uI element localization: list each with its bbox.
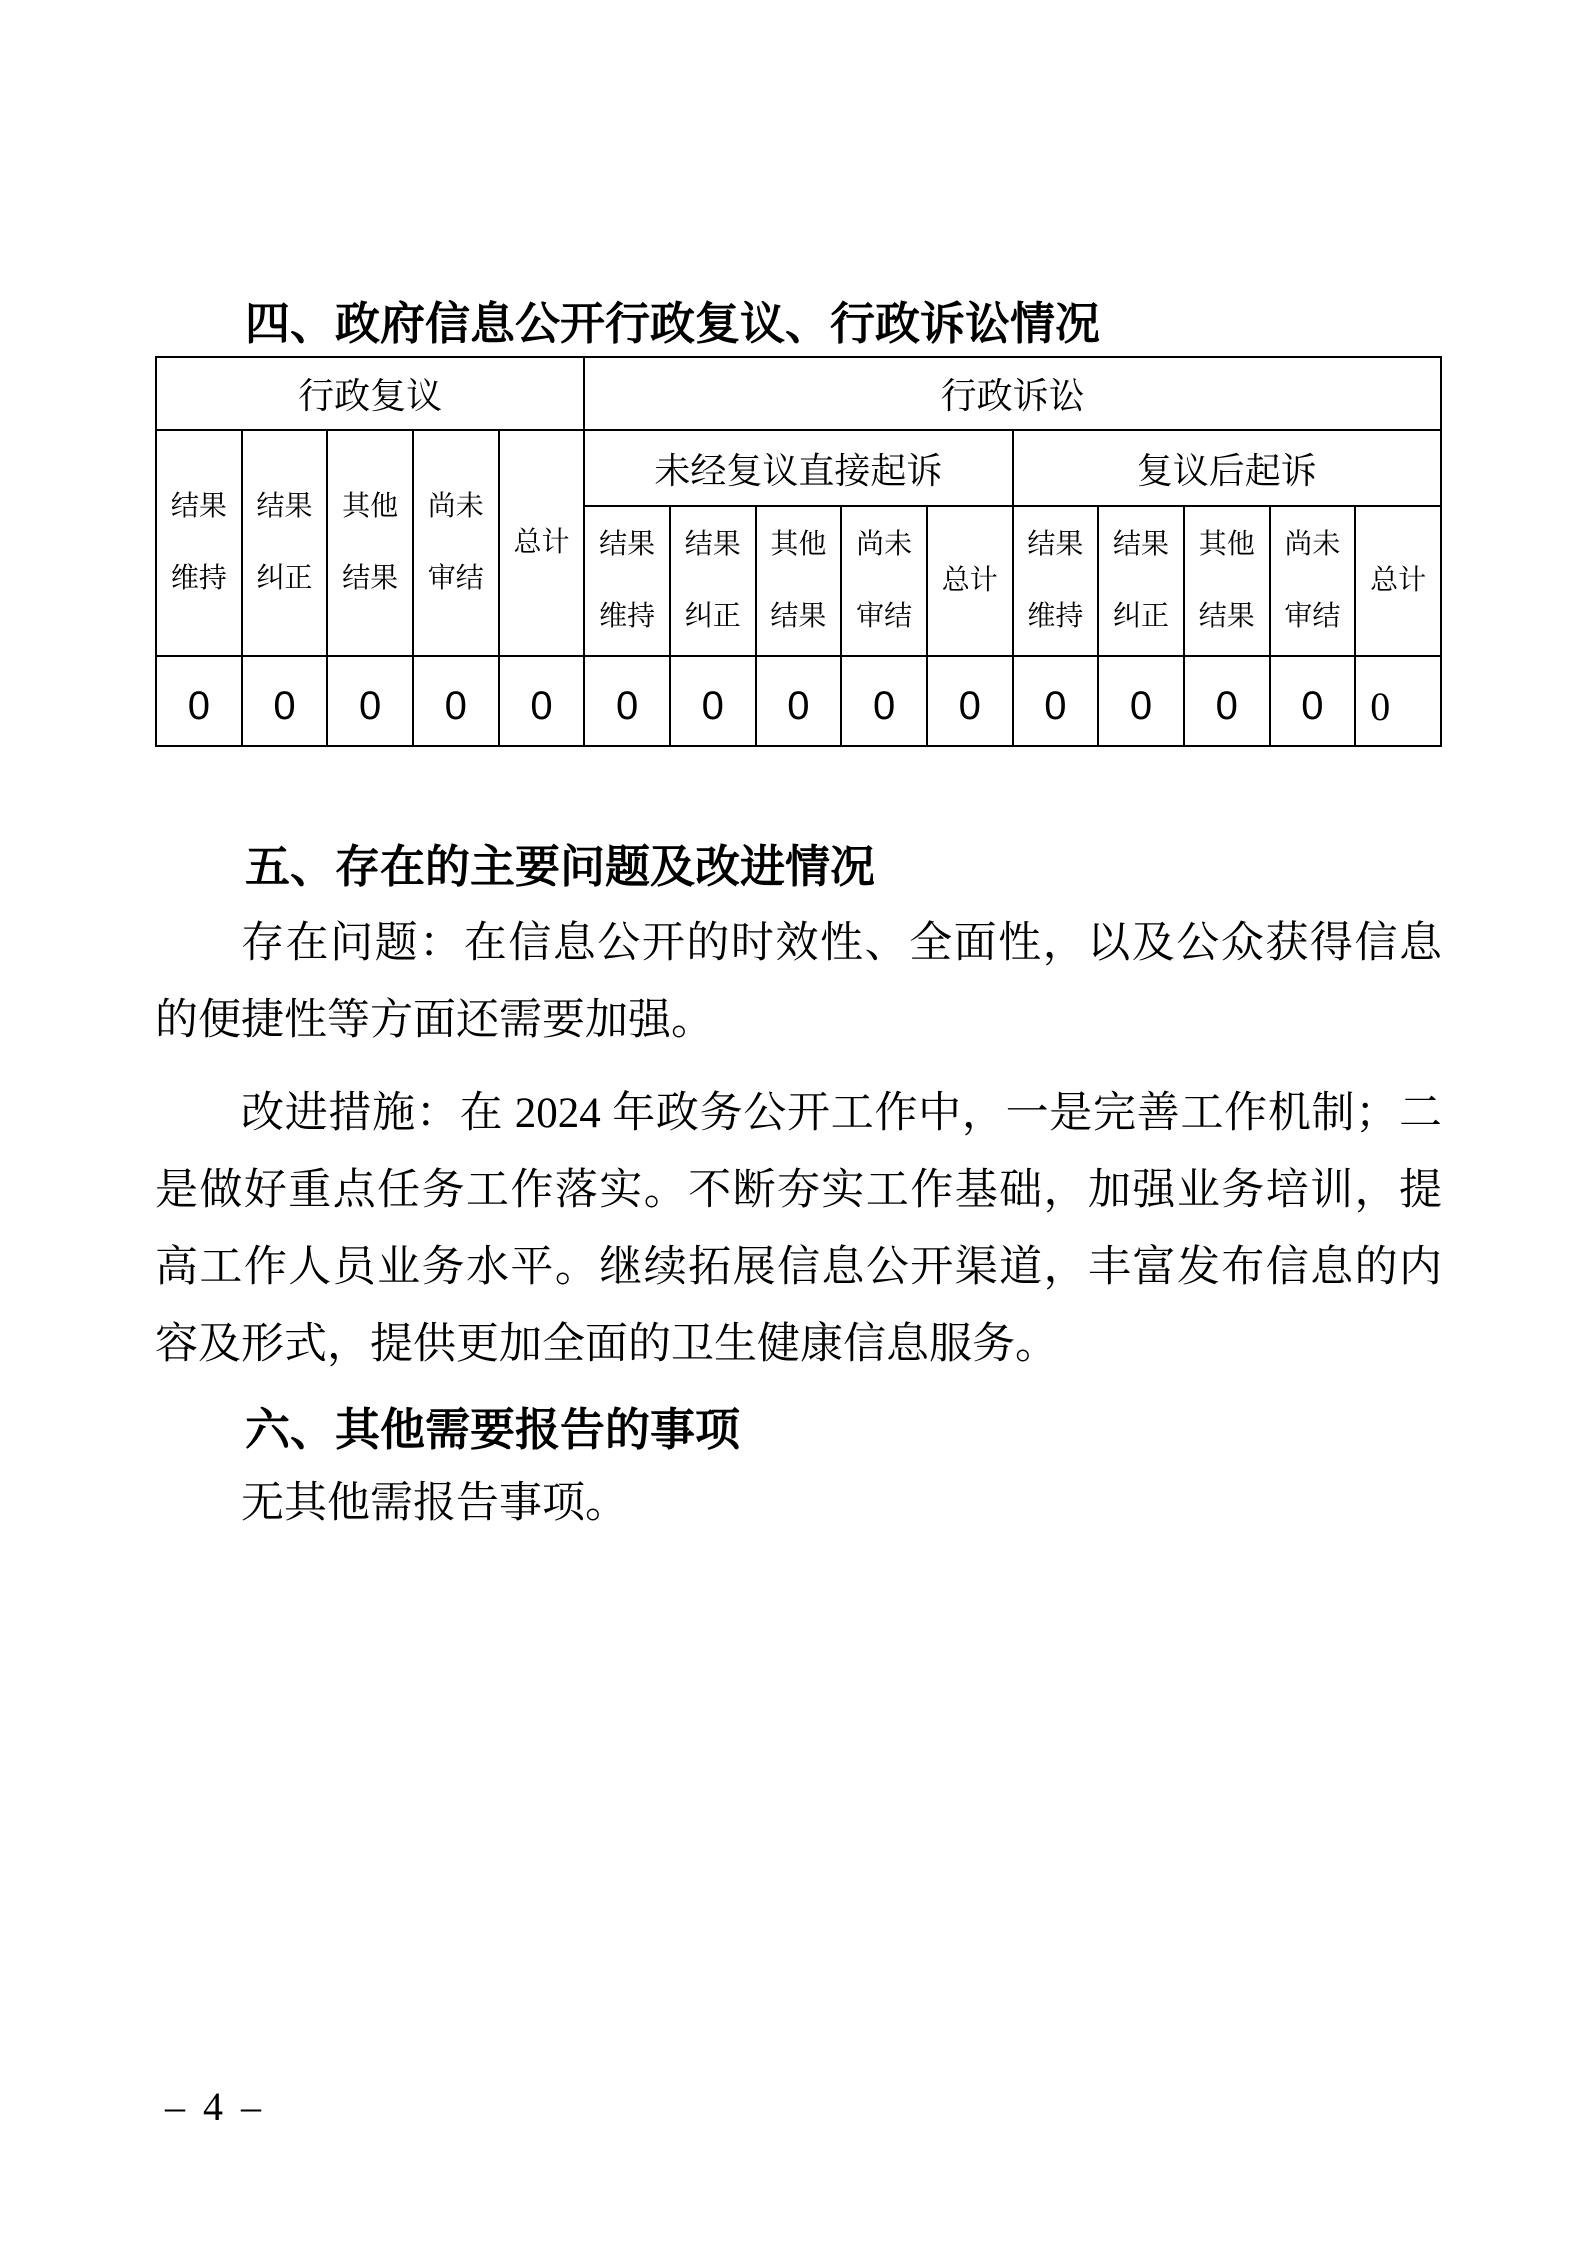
header-line: 其他 <box>1198 529 1255 560</box>
th-post-result-corrected <box>1098 506 1184 656</box>
other-items-paragraph: 无其他需报告事项。 <box>241 1480 628 1527</box>
header-line: 维持 <box>170 563 227 594</box>
header-line: 其他 <box>770 529 827 560</box>
header-line: 总计 <box>1370 565 1427 596</box>
subgroup-header-suit-after-review: 复议后起诉 <box>1013 430 1441 506</box>
review-litigation-table <box>155 356 1442 747</box>
header-line: 纠正 <box>684 601 741 632</box>
th-direct-result-upheld <box>584 506 670 656</box>
table-value-cell: 0 <box>242 656 328 746</box>
table-value-cell: 0 <box>499 656 585 746</box>
header-line: 审结 <box>1284 601 1341 632</box>
header-line: 审结 <box>856 601 913 632</box>
header-line: 总计 <box>941 565 998 596</box>
table-value-cell: 0 <box>1355 656 1441 746</box>
table-value-cell: 0 <box>1098 656 1184 746</box>
th-direct-pending <box>841 506 927 656</box>
th-direct-other-result <box>756 506 842 656</box>
th-direct-result-corrected <box>670 506 756 656</box>
th-direct-total <box>927 506 1013 656</box>
group-header-administrative-litigation: 行政诉讼 <box>584 357 1441 430</box>
improvement-measures-paragraph: 改进措施：在 2024 年政务公开工作中，一是完善工作机制；二是做好重点任务工作落实。不断夯实工作基础，加强业务培训，提高工作人员业务水平。继续拓展信息公开渠道，丰富发布信息的内容及形式，提供更加全面的卫生健康信息服务。 <box>155 1090 1442 1368</box>
header-line: 纠正 <box>1113 601 1170 632</box>
table-value-cell: 0 <box>1013 656 1099 746</box>
header-line: 审结 <box>427 563 484 594</box>
header-line: 结果 <box>170 491 227 522</box>
table-value-cell: 0 <box>841 656 927 746</box>
th-post-pending <box>1270 506 1356 656</box>
subgroup-header-direct-suit: 未经复议直接起诉 <box>584 430 1012 506</box>
header-line: 结果 <box>684 529 741 560</box>
header-line: 尚未 <box>856 529 913 560</box>
table-subgroup-row <box>156 430 1441 506</box>
header-line: 结果 <box>1113 529 1170 560</box>
table-value-row <box>156 656 1441 746</box>
th-review-result-upheld <box>156 430 242 656</box>
header-line: 结果 <box>599 529 656 560</box>
section-6-heading: 六、其他需要报告的事项 <box>245 1404 741 1455</box>
header-line: 结果 <box>342 563 399 594</box>
header-line: 其他 <box>342 491 399 522</box>
header-line: 维持 <box>1027 601 1084 632</box>
table-value-cell: 0 <box>927 656 1013 746</box>
section-5-heading: 五、存在的主要问题及改进情况 <box>245 841 876 892</box>
table-group-row <box>156 357 1441 430</box>
group-header-administrative-review: 行政复议 <box>156 357 584 430</box>
table-value-cell: 0 <box>756 656 842 746</box>
section-4-heading: 四、政府信息公开行政复议、行政诉讼情况 <box>245 298 1101 349</box>
header-line: 结果 <box>1027 529 1084 560</box>
table-value-cell: 0 <box>1270 656 1356 746</box>
table-value-cell: 0 <box>1184 656 1270 746</box>
th-review-result-corrected <box>242 430 328 656</box>
header-line: 结果 <box>256 491 313 522</box>
th-post-total <box>1355 506 1441 656</box>
header-line: 总计 <box>513 527 570 558</box>
table-value-cell: 0 <box>327 656 413 746</box>
header-line: 维持 <box>599 601 656 632</box>
th-post-other-result <box>1184 506 1270 656</box>
page-number: – 4 – <box>165 2084 261 2129</box>
header-line: 尚未 <box>1284 529 1341 560</box>
issues-paragraph: 存在问题：在信息公开的时效性、全面性，以及公众获得信息的便捷性等方面还需要加强。 <box>155 920 1442 1044</box>
table-value-cell: 0 <box>584 656 670 746</box>
table-value-cell: 0 <box>413 656 499 746</box>
table-value-cell: 0 <box>670 656 756 746</box>
table-value-cell: 0 <box>156 656 242 746</box>
th-post-result-upheld <box>1013 506 1099 656</box>
header-line: 纠正 <box>256 563 313 594</box>
header-line: 结果 <box>770 601 827 632</box>
header-line: 结果 <box>1198 601 1255 632</box>
th-review-other-result <box>327 430 413 656</box>
header-line: 尚未 <box>427 491 484 522</box>
th-review-total <box>499 430 585 656</box>
th-review-pending <box>413 430 499 656</box>
